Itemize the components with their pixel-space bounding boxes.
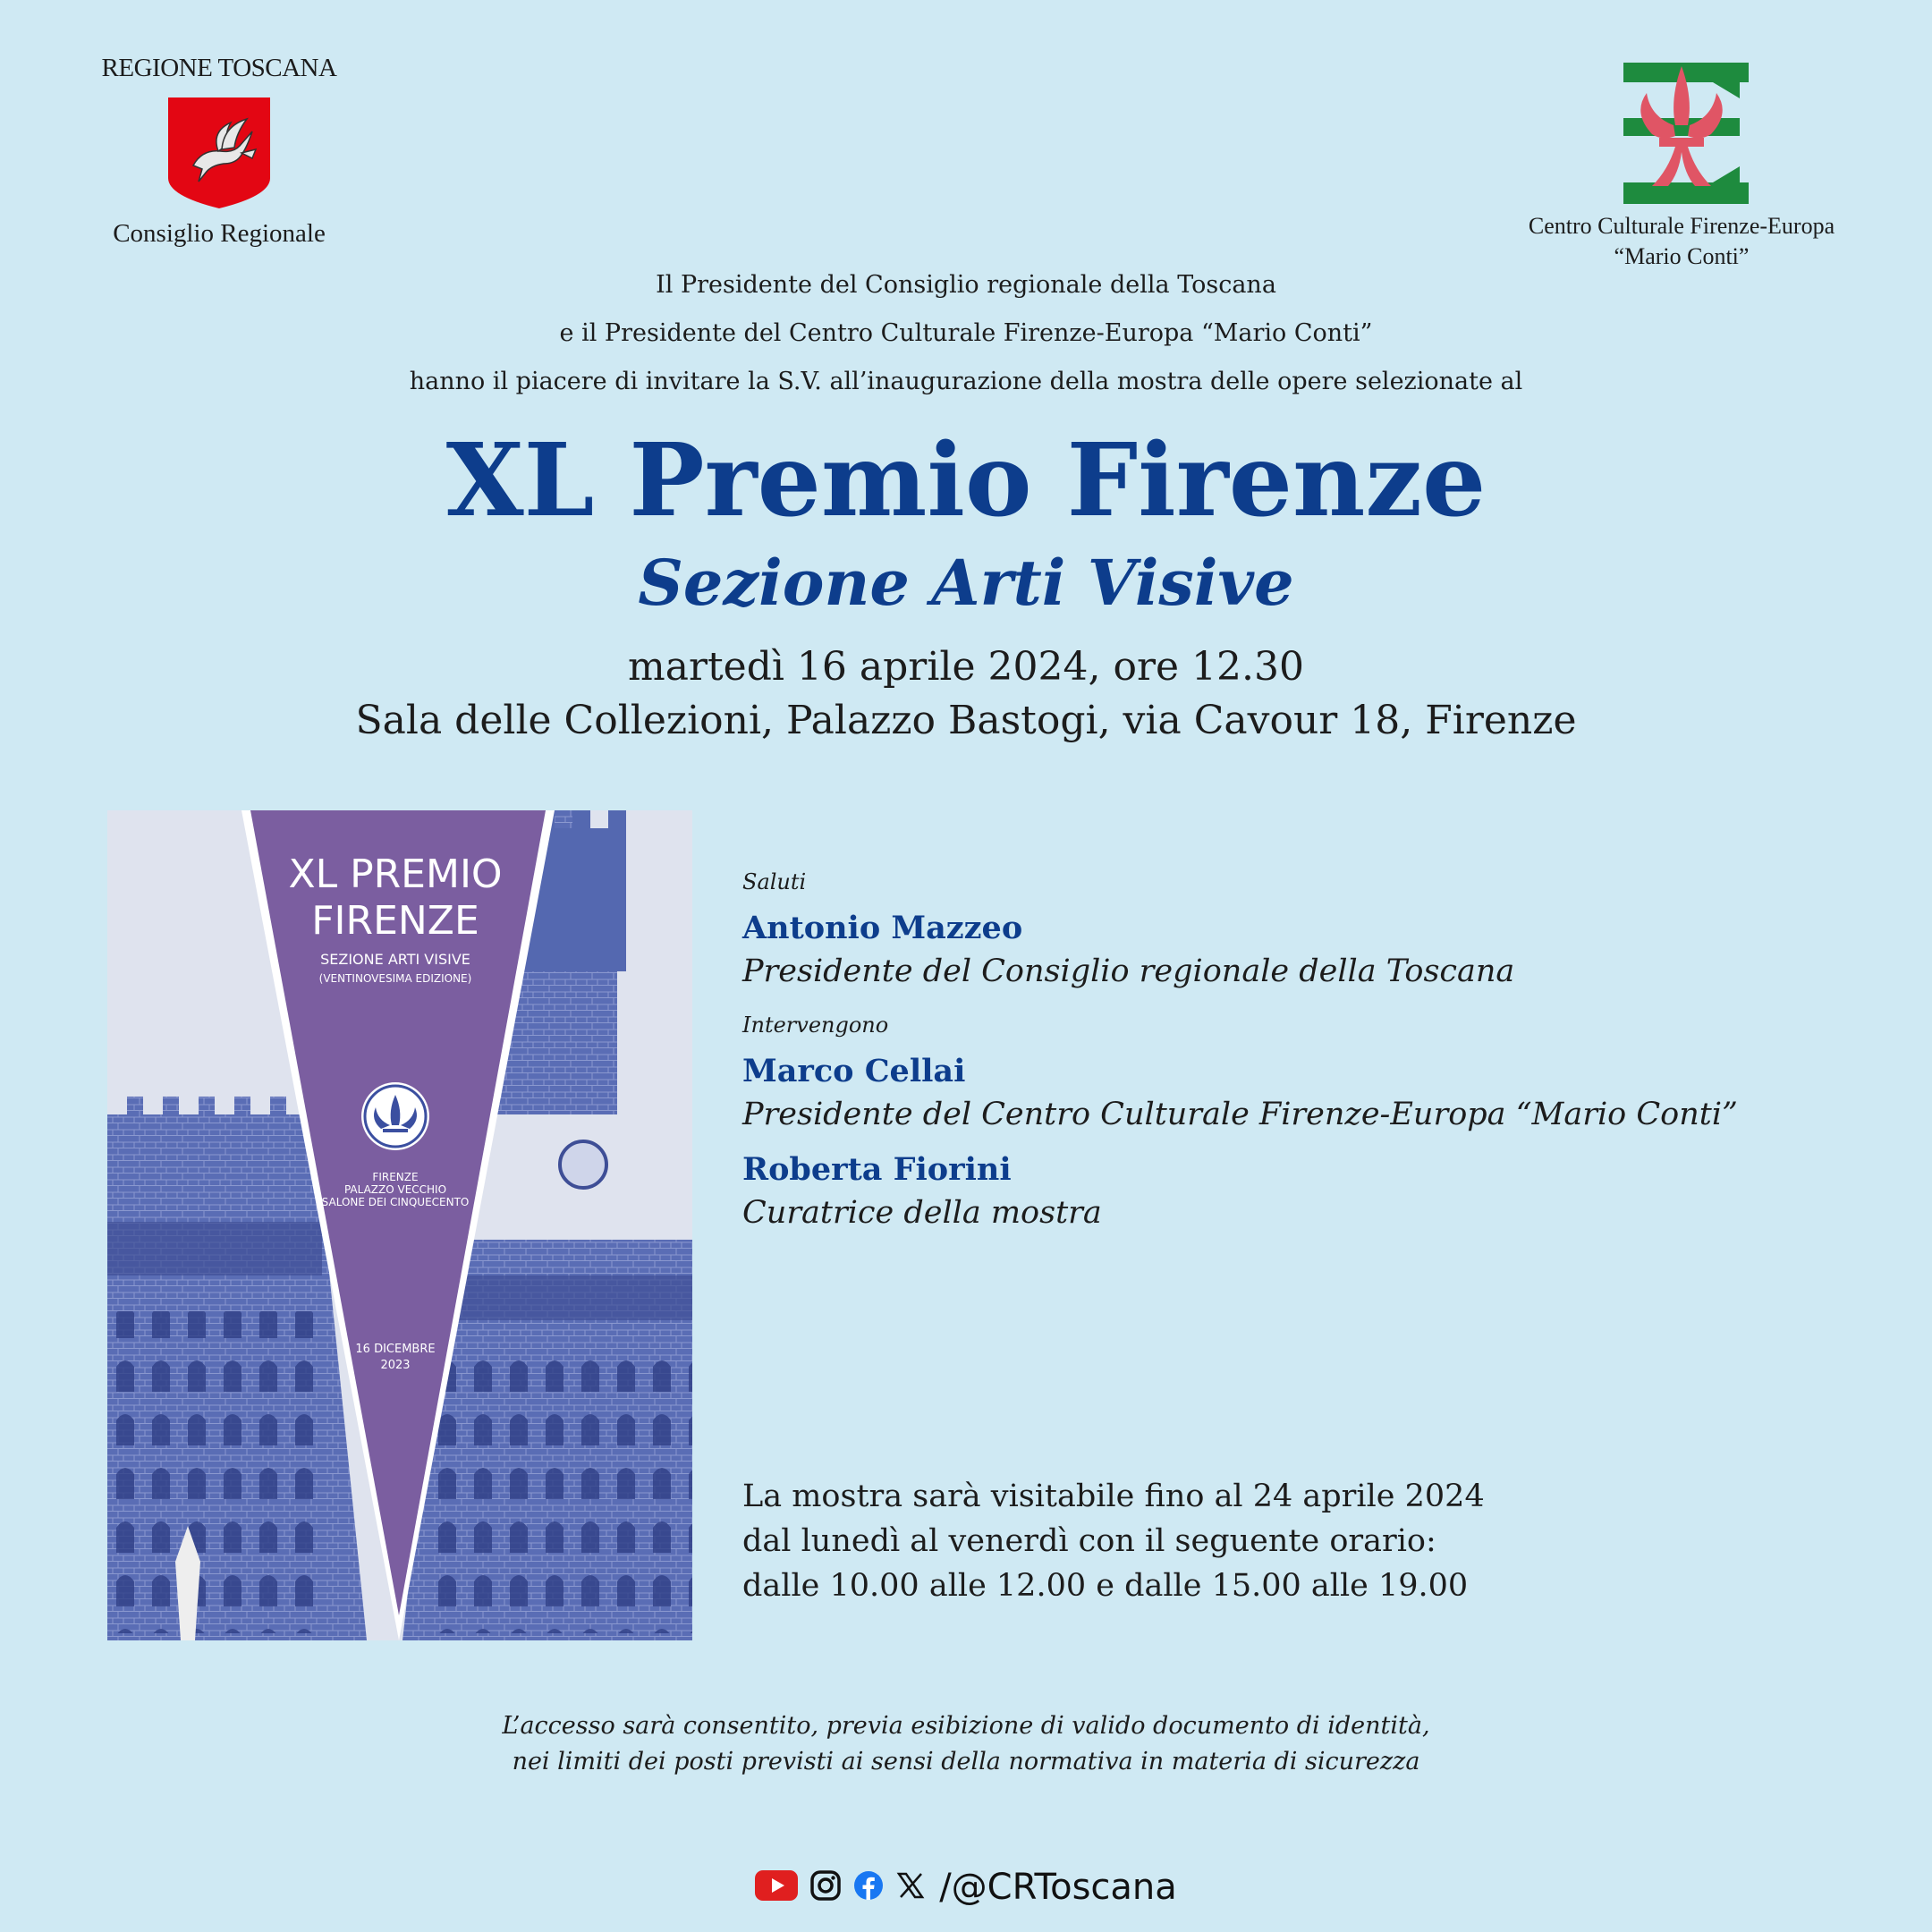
event-venue: Sala delle Collezioni, Palazzo Bastogi, via Cavour 18, Firenze bbox=[355, 698, 1577, 743]
exhibition-poster-image bbox=[107, 810, 692, 1640]
poster-place-3: SALONE DEI CINQUECENTO bbox=[321, 1196, 470, 1208]
x-icon[interactable] bbox=[896, 1871, 925, 1903]
visit-line: La mostra sarà visitabile fino al 24 aprile 2024 bbox=[742, 1479, 1485, 1514]
poster-section: SEZIONE ARTI VISIVE bbox=[320, 951, 470, 968]
intro-line: e il Presidente del Centro Culturale Firenze-Europa “Mario Conti” bbox=[559, 319, 1373, 347]
poster-place-1: FIRENZE bbox=[372, 1171, 419, 1183]
logo-sub-name: Consiglio Regionale bbox=[113, 219, 326, 248]
social-handle[interactable]: /@CRToscana bbox=[939, 1867, 1177, 1908]
access-note bbox=[0, 1708, 1932, 1780]
speaker-role: Curatrice della mostra bbox=[742, 1195, 1102, 1231]
poster-edition: (VENTINOVESIMA EDIZIONE) bbox=[318, 972, 472, 985]
note-line: L’accesso sarà consentito, previa esibizione di valido documento di identità, bbox=[502, 1712, 1430, 1740]
pegasus-shield-icon bbox=[166, 96, 272, 210]
speaker-name: Marco Cellai bbox=[742, 1053, 966, 1089]
visit-line: dal lunedì al venerdì con il seguente orario: bbox=[742, 1523, 1436, 1559]
poster-place-2: PALAZZO VECCHIO bbox=[343, 1183, 447, 1196]
poster-title-2: FIRENZE bbox=[311, 898, 479, 944]
poster-title-1: XL PREMIO bbox=[288, 852, 503, 897]
event-title: XL Premio Firenze bbox=[445, 422, 1487, 539]
speaker-role: Presidente del Centro Culturale Firenze-Europa “Mario Conti” bbox=[742, 1097, 1738, 1132]
regione-toscana-logo bbox=[89, 54, 349, 249]
greetings-label: Saluti bbox=[742, 869, 807, 894]
visiting-hours bbox=[742, 1474, 1816, 1608]
instagram-icon[interactable] bbox=[810, 1870, 841, 1904]
centro-name-line1: Centro Culturale Firenze-Europa bbox=[1528, 213, 1835, 239]
event-program bbox=[742, 869, 1816, 1234]
social-bar bbox=[0, 1860, 1932, 1914]
poster-date-2: 2023 bbox=[380, 1359, 411, 1372]
event-date: martedì 16 aprile 2024, ore 12.30 bbox=[628, 644, 1304, 690]
event-subtitle: Sezione Arti Visive bbox=[638, 546, 1294, 620]
centro-name-line2: “Mario Conti” bbox=[1614, 243, 1750, 269]
speaker-name: Antonio Mazzeo bbox=[742, 910, 1023, 946]
speaker-name: Roberta Fiorini bbox=[742, 1151, 1012, 1188]
youtube-icon[interactable] bbox=[755, 1870, 798, 1904]
centro-culturale-logo bbox=[1512, 63, 1852, 272]
intro-line: hanno il piacere di invitare la S.V. all’inaugurazione della mostra delle opere selezionate al bbox=[409, 368, 1523, 395]
facebook-icon[interactable] bbox=[853, 1870, 884, 1904]
invitation-intro bbox=[0, 261, 1932, 406]
fleur-de-lis-icon bbox=[1606, 63, 1758, 206]
visit-line: dalle 10.00 alle 12.00 e dalle 15.00 alle 19.00 bbox=[742, 1568, 1469, 1604]
intro-line: Il Presidente del Consiglio regionale della Toscana bbox=[656, 271, 1276, 299]
logo-org-name: REGIONE TOSCANA bbox=[101, 54, 337, 82]
speakers-label: Intervengono bbox=[742, 1013, 889, 1038]
poster-date-1: 16 DICEMBRE bbox=[355, 1343, 436, 1356]
note-line: nei limiti dei posti previsti ai sensi della normativa in materia di sicurezza bbox=[512, 1748, 1420, 1775]
florence-lily-seal-icon bbox=[361, 1082, 429, 1150]
speaker-role: Presidente del Consiglio regionale della Toscana bbox=[742, 953, 1515, 989]
